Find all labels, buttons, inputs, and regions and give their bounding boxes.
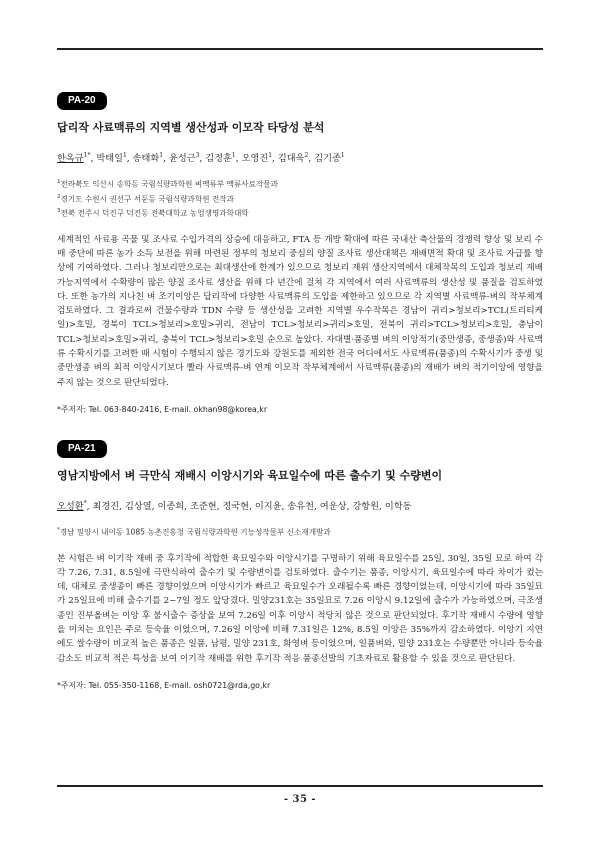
author-affiliation-mark: 2 <box>304 152 309 159</box>
author-affiliation-mark: 1 <box>159 152 164 159</box>
author-name: 김기종 <box>314 153 341 165</box>
affiliation-list <box>57 524 543 539</box>
affiliation <box>57 205 543 220</box>
author <box>242 153 272 164</box>
author <box>190 501 217 512</box>
author-name: 여운상 <box>319 501 347 513</box>
presenting-author-name: 한옥규 <box>57 153 84 165</box>
abstract-body: 세계적인 사료용 곡물 및 조사료 수입가격의 상승에 대응하고, FTA 등 개방 확대에 따른 국내산 축산물의 경쟁력 향상 및 보리 수매 중단에 따른 농가 소득 보전을 위해 마련된 정부의 청보리 중심의 양질 조사료 생산대책은 재배면적 확대 및 조사료 자급률 향상에 기여하였다. 그러나 청보리만으로는 최대생산에 한계가 있으므로 청보리 재위 생산지역에서 대체작목의 도입과 청보리 재배 가능지역에서 수확량이 많은 양질 조사료 생산을 위해 다 년간에 걸쳐 각 지역에서 여러 사료맥류의 생산성 및 품질을 검토하였다. 또한 농가의 지나친 벼 조기이앙은 답리작에 다양한 사료맥류의 도입을 제한하고 있으므로 각 지역별 사료맥류-벼의 작부체계 검토하였다. 그 결과로써 건물수량과 TDN 수량 등 생산성을 고려한 지역별 우수작목은 경남이 귀리>청보리>TCL(트리티케일)>호밀, 경북이 TCL>청보리>호밀>귀리, 전남이 TCL>청보리>귀리>호밀, 전북이 귀리>TCL>청보리>호밀, 충남이 TCL>청보리>호밀>귀리, 충북이 TCL>청보리>호밀 순으로 높았다. 자대별·품종별 벼의 이앙적기(중만생종, 중생종)와 사료맥류 수확시기를 고려한 때 시험이 수행되지 않은 경기도와 강원도를 제외한 전국 어디에서도 사료맥류(품종)의 수확시기가 중생 및 중만생종 벼의 최적 이앙시기보다 빨라 사료맥류-벼 연계 이모작 작부체계에서 사료맥류(품종)의 재배가 벼의 적기이앙에 영향을 주지 않는 것으로 판단되었다. <box>57 234 543 388</box>
author-name: 김상열 <box>124 501 152 513</box>
author <box>92 501 119 512</box>
author <box>314 153 344 164</box>
author-name: 김대욱 <box>277 153 305 165</box>
affiliation-text: 경기도 수원시 권선구 서둔동 국립식량과학원 전작과 <box>60 194 234 204</box>
author-name: 이학동 <box>384 501 412 513</box>
author-name: 윤성근 <box>168 153 196 165</box>
affiliation <box>57 524 543 539</box>
affiliation-text: 전라북도 익산시 송학동 국립식량과학원 벼맥류부 맥류사료작물과 <box>60 179 278 189</box>
affiliation-mark: * <box>57 527 60 534</box>
abstract-pa-20 <box>57 88 543 415</box>
author-affiliation-mark: 1 <box>268 152 273 159</box>
author <box>133 153 163 164</box>
author-affiliation-mark: * <box>83 500 87 507</box>
author <box>385 501 412 512</box>
page-number: - 35 - <box>283 794 317 805</box>
author-name: 오영진 <box>241 153 269 165</box>
author-name: 박태일 <box>96 153 123 165</box>
author <box>57 153 90 164</box>
author-name: 강항원 <box>352 501 379 513</box>
author-affiliation-mark: 1* <box>83 152 91 159</box>
affiliation-mark: 3 <box>57 208 61 215</box>
corresponding-author-contact: *주저자: Tel. 055-350-1168, E-mail. osh0721@rda,go,kr <box>57 680 271 690</box>
author-name: 송유천 <box>287 501 315 513</box>
author <box>205 153 235 164</box>
author-affiliation-mark: 1 <box>340 152 345 159</box>
author-name: 송태화 <box>132 153 160 165</box>
presenting-author-name: 오성환 <box>57 501 84 513</box>
abstract-pa-21 <box>57 436 543 691</box>
author <box>352 501 379 512</box>
affiliation-list <box>57 176 543 220</box>
affiliation-text: 경남 밀양시 내이동 1085 농촌진흥청 국립식량과학원 기능성작물부 신소재개발과 <box>59 527 331 537</box>
abstract-body: 본 시험은 벼 이기작 재배 중 후기작에 적합한 육묘일수와 이앙시기를 구명하기 위해 육묘일수를 25일, 30일, 35일 묘로 하여 각각 7.26, 7.31, 8.5일에 극만식하여 출수기 및 수량변이를 검토하였다. 출수기는 품종, 이앙시기, 육묘일수에 따라 차이가 컸는데, 대체로 중생종이 빠른 경향이었으며 이앙시기가 빠르고 육묘일수가 오래될수록 빠른 경향이었는데, 이앙시기에 따라 35일묘가 25일묘에 비해 출수기를 2~7일 정도 앞당겼다. 밀양231호는 35일묘로 7.26 이앙시 9.12일에 출수가 가능하였으며, 극조생종인 진부올벼는 이앙 후 불시출수 증상을 보여 7.26일 이후 이앙시 적당치 않은 것으로 판단되었다. 후기작 재배시 수량에 영향을 미치는 요인은 주로 등숙율 이었으며, 7.26일 이앙에 비해 7.31일은 12%, 8.5일 이앙은 35%까지 감소하였다. 이앙기 지연에도 쌀수량이 비교적 높은 품종은 일품, 남평, 밀양 231호, 화영벼 등이었으며, 일품벼와, 밀양 231호는 수량뿐만 아니라 등숙율 감소도 비교적 적은 특성을 보여 이기작 재배를 위한 후기작 적응 품종선발의 기초자료로 활용할 수 있을 것으로 판단된다. <box>57 553 543 664</box>
author-affiliation-mark: 3 <box>195 152 200 159</box>
author <box>222 501 249 512</box>
author-name: 정국현 <box>222 501 250 513</box>
abstract-code-badge: PA-20 <box>57 92 107 110</box>
author-affiliation-mark: 1 <box>231 152 236 159</box>
abstract-title: 영남지방에서 벼 극만식 재배시 이앙시기와 육묘일수에 따른 출수기 및 수량변이 <box>57 469 443 482</box>
author-name: 김정훈 <box>205 153 232 165</box>
affiliation-mark: 1 <box>57 179 61 186</box>
affiliation-mark: 2 <box>57 193 61 200</box>
affiliation <box>57 191 543 206</box>
header-rule <box>57 48 543 50</box>
author <box>255 501 282 512</box>
author-list: 오성환*, 최경진, 김상열, 이종희, 조준현, 정국현, 이지윤, 송유천, 여운상, 강항원, 이학동 <box>57 500 412 513</box>
author <box>125 501 152 512</box>
abstract-title: 답리작 사료맥류의 지역별 생산성과 이모작 타당성 분석 <box>57 121 325 134</box>
author-name: 이지윤 <box>254 501 282 513</box>
affiliation <box>57 176 543 191</box>
author <box>169 153 199 164</box>
author-name: 이종희 <box>157 501 185 513</box>
author <box>320 501 347 512</box>
author <box>96 153 126 164</box>
author <box>157 501 184 512</box>
author-name: 조준현 <box>189 501 217 513</box>
abstract-code-badge: PA-21 <box>57 440 107 458</box>
corresponding-author-contact: *주저자: Tel. 063-840-2416, E-mail. okhan98@korea,kr <box>57 404 268 414</box>
author <box>57 501 87 512</box>
affiliation-text: 전북 전주시 덕진구 덕진동 전북대학교 농업생명과학대학 <box>60 208 249 218</box>
footer-rule <box>57 785 543 787</box>
author <box>278 153 308 164</box>
author-name: 최경진 <box>92 501 120 513</box>
author-list: 한옥규$^{1*}$, 박태일$^1$, 송태화$^1$, 윤성근$^3$, 김정훈$^1$, 오영진$^1$, 김대욱$^2$, 김기종$^1$ <box>57 152 345 165</box>
author <box>287 501 314 512</box>
author-affiliation-mark: 1 <box>122 152 127 159</box>
